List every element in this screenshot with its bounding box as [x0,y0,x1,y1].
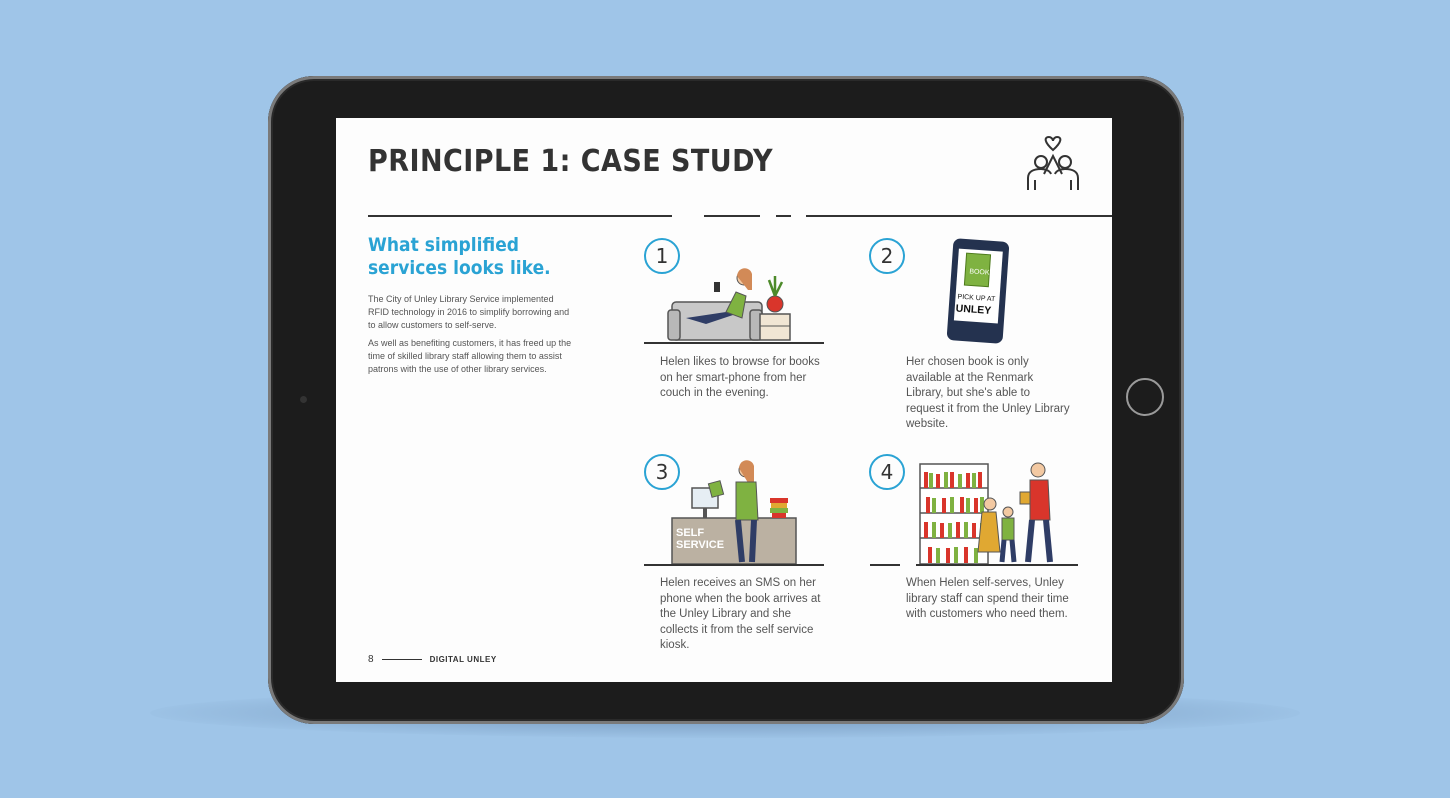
section-heading-line: services looks like. [368,257,551,279]
step-baseline [916,564,1078,566]
intro-paragraph: As well as benefiting customers, it has freed up the time of skilled library staff allowing them to assist patrons with the use of other library services. [368,338,572,374]
phone-pickup-text: PICK UP AT [957,293,996,304]
step-caption: When Helen self-serves, Unley library staff can spend their time with customers who need them. [906,577,1069,620]
header-rule [776,215,791,217]
page-number: 8 [368,654,374,665]
phone-book-label: BOOK [969,268,990,277]
kiosk-illustration [670,460,802,566]
phone-unley-text: UNLEY [955,302,992,317]
footer-brand: DIGITAL UNLEY [429,655,497,664]
step-caption: Helen receives an SMS on her phone when the book arrives at the Unley Library and she collects it from the self service kiosk. [660,577,821,651]
header-rule [806,215,1112,217]
intro-text [368,293,573,381]
step-caption: Her chosen book is only available at the Renmark Library, but she's able to request it from the Unley Library website. [906,356,1070,430]
page-footer [368,654,497,665]
page-title: PRINCIPLE 1: CASE STUDY [368,144,774,179]
footer-dash [382,659,422,660]
couch-illustration [666,262,796,344]
kiosk-self-text: SELF [676,527,705,539]
section-heading-line: What simplified [368,234,520,256]
step-number: 4 [869,454,905,490]
header-rule [368,215,672,217]
people-heart-icon [1024,136,1082,192]
step-caption: Helen likes to browse for books on her smart-phone from her couch in the evening. [660,356,820,399]
header-rule [704,215,760,217]
step-baseline [644,564,824,566]
step-number: 2 [869,238,905,274]
home-button[interactable] [1126,378,1164,416]
section-heading [368,234,566,280]
step-baseline [870,564,900,566]
step-number: 3 [644,454,680,490]
step-number: 1 [644,238,680,274]
library-staff-illustration [916,460,1066,566]
camera-icon [300,396,307,403]
phone-illustration [946,236,1010,346]
step-baseline [644,342,824,344]
intro-paragraph: The City of Unley Library Service implemented RFID technology in 2016 to simplify borrowing and to allow customers to self-serve. [368,294,570,330]
kiosk-service-text: SERVICE [676,539,725,551]
tablet-screen [336,118,1112,682]
